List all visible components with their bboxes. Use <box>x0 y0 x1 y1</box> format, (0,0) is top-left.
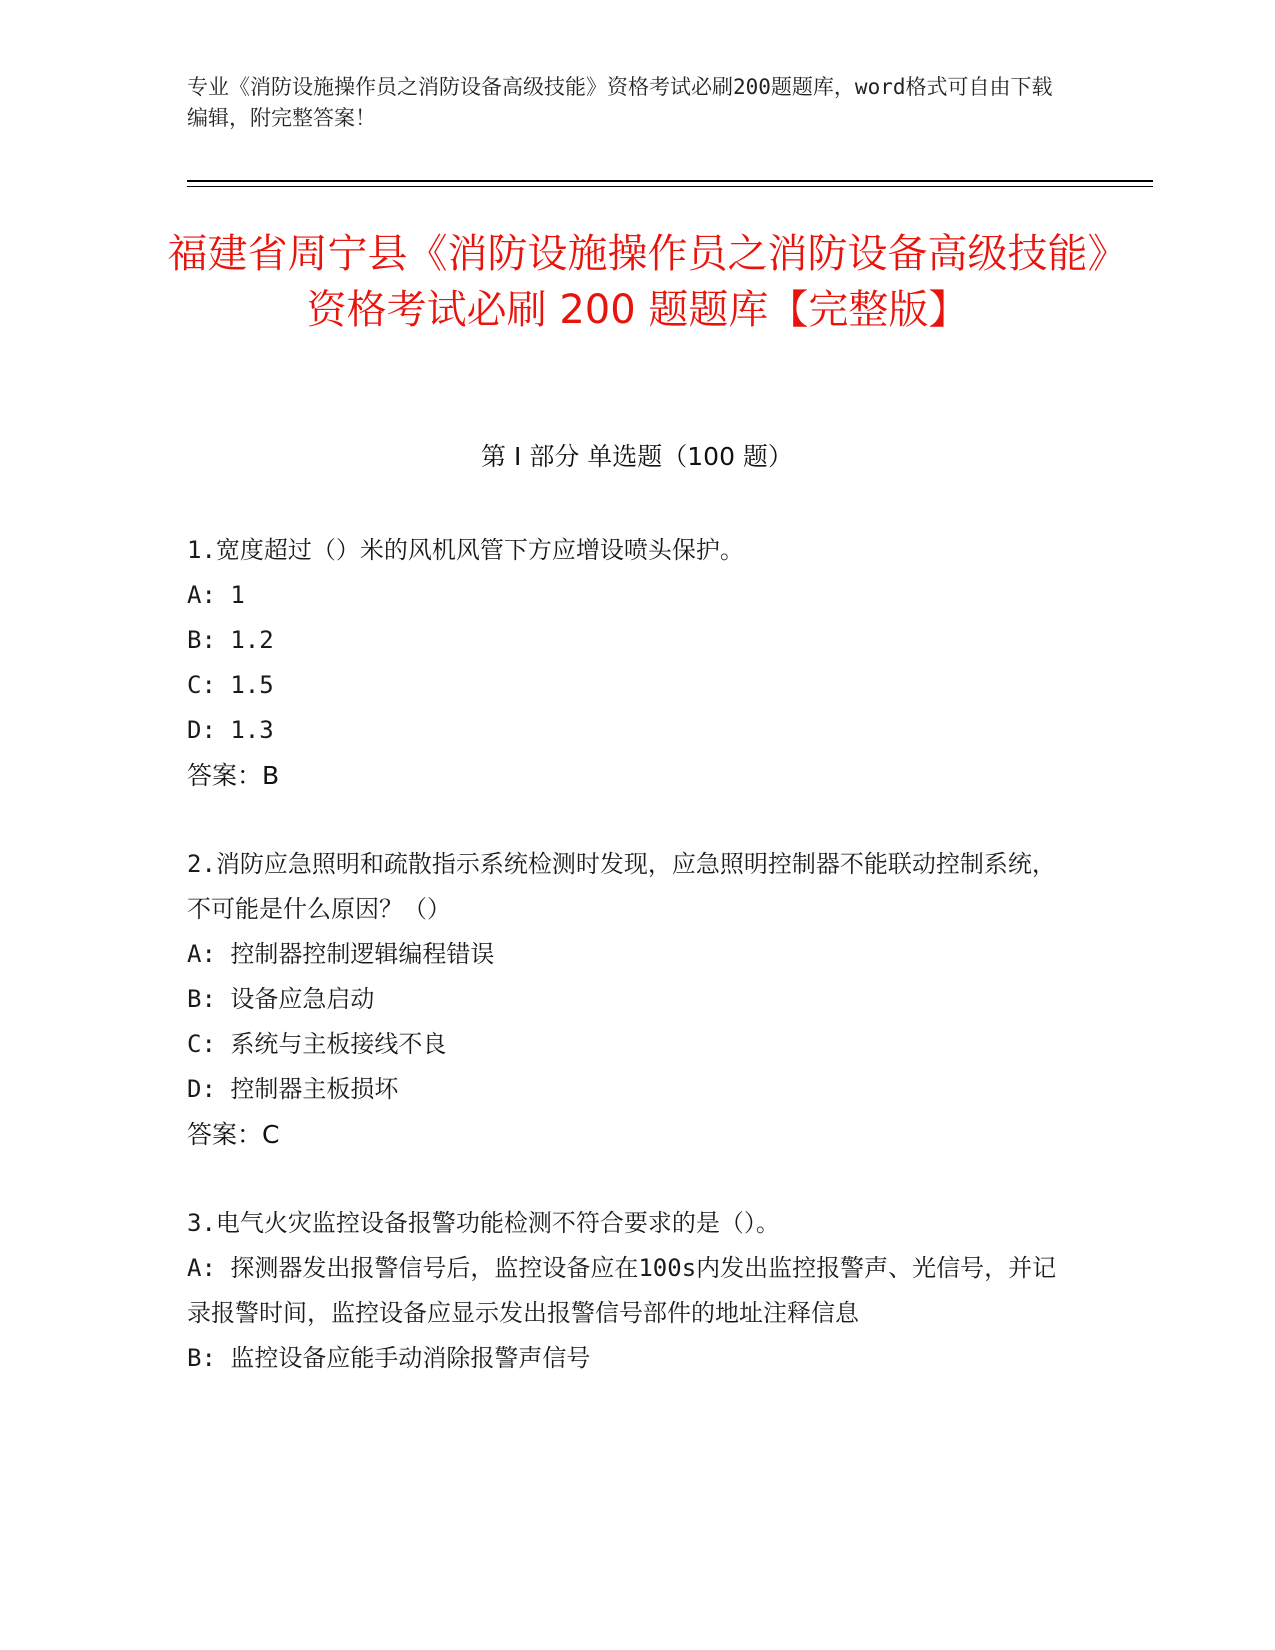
option-b: B: 监控设备应能手动消除报警声信号 <box>187 1344 591 1372</box>
option-b: B: 1.2 <box>187 626 274 654</box>
option-d: D: 控制器主板损坏 <box>187 1075 399 1103</box>
question-2 <box>187 842 1067 1157</box>
question-3 <box>187 1201 1067 1381</box>
header-divider-thin <box>187 186 1153 187</box>
header-divider-thick <box>187 180 1153 182</box>
answer-line: 答案：B <box>187 761 280 790</box>
option-a: A: 1 <box>187 581 245 609</box>
option-c: C: 1.5 <box>187 671 274 699</box>
question-list <box>187 528 1067 1425</box>
question-stem: 3.电气火灾监控设备报警功能检测不符合要求的是（）。 <box>187 1209 780 1237</box>
option-c: C: 系统与主板接线不良 <box>187 1030 447 1058</box>
document-title: 福建省周宁县《消防设施操作员之消防设备高级技能》资格考试必刷 200 题题库【完整版】 <box>167 231 1108 333</box>
question-1 <box>187 528 1067 798</box>
option-a: A: 控制器控制逻辑编程错误 <box>187 940 495 968</box>
header-note: 专业《消防设施操作员之消防设备高级技能》资格考试必刷200题题库，word格式可自由下载编辑，附完整答案！ <box>187 75 1053 130</box>
answer-line: 答案：C <box>187 1120 280 1149</box>
option-d: D: 1.3 <box>187 716 274 744</box>
question-stem: 2.消防应急照明和疏散指示系统检测时发现，应急照明控制器不能联动控制系统，不可能是什么原因？（） <box>187 850 1056 923</box>
option-b: B: 设备应急启动 <box>187 985 375 1013</box>
question-stem: 1.宽度超过（）米的风机风管下方应增设喷头保护。 <box>187 536 744 564</box>
section-title: 第 I 部分 单选题（100 题） <box>481 442 793 471</box>
option-a: A: 探测器发出报警信号后，监控设备应在100s内发出监控报警声、光信号，并记录报警时间，监控设备应显示发出报警信号部件的地址注释信息 <box>187 1254 1057 1327</box>
